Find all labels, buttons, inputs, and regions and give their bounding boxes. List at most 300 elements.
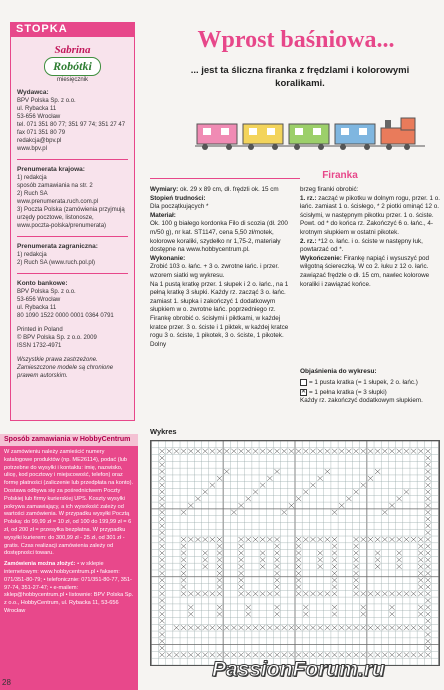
filled-cell [159,564,164,569]
filled-cell [411,537,416,542]
filled-cell [253,537,258,542]
filled-cell [181,652,186,657]
instruction-paragraph [150,220,290,254]
filled-cell [195,496,200,501]
filled-cell [296,449,301,454]
filled-cell [303,591,308,596]
filled-cell [253,490,258,495]
text-line: www.bpv.pl [17,146,47,152]
filled-cell [411,449,416,454]
filled-cell [181,510,186,515]
filled-cell [274,585,279,590]
filled-cell [397,551,402,556]
filled-cell [346,625,351,630]
filled-cell [353,490,358,495]
print-lines [17,326,128,350]
filled-cell [418,537,423,542]
filled-cell [246,612,251,617]
filled-cell [318,564,323,569]
filled-cell [318,537,323,542]
filled-cell [246,591,251,596]
filled-cell [282,449,287,454]
filled-cell [303,625,308,630]
filled-cell [159,496,164,501]
legend-title: Objaśnienia do wykresu: [300,368,377,375]
filled-cell [296,625,301,630]
filled-cell [296,564,301,569]
filled-cell [296,544,301,549]
filled-cell [174,449,179,454]
stopka-box [10,36,135,421]
filled-cell [325,625,330,630]
instruction-paragraph [300,186,444,195]
instruction-paragraph [300,238,444,255]
text-line: tel. 071 351 80 77; 351 97 74; 351 27 47 [17,122,126,128]
filled-cell [274,571,279,576]
filled-cell [425,632,430,637]
filled-cell [217,544,222,549]
foreign-lines [17,251,128,267]
filled-cell [425,503,430,508]
filled-cell [418,605,423,610]
filled-cell [375,591,380,596]
filled-cell [210,537,215,542]
filled-cell [159,469,164,474]
watermark: PassionForum.ru [212,658,385,681]
filled-cell [389,591,394,596]
filled-cell [260,564,265,569]
filled-cell [159,517,164,522]
filled-cell [217,557,222,562]
filled-cell [425,476,430,481]
filled-cell [425,557,430,562]
filled-cell [274,551,279,556]
text-line: BPV Polska Sp. z o.o. [17,289,76,295]
filled-cell [195,652,200,657]
filled-cell [332,544,337,549]
filled-cell [253,625,258,630]
filled-cell [303,612,308,617]
filled-cell [425,449,430,454]
filled-cell [332,551,337,556]
filled-cell [267,476,272,481]
instruction-paragraph [150,195,290,204]
logo-line3: miesięcznik [56,77,88,83]
filled-cell [353,585,358,590]
filled-cell [418,585,423,590]
filled-cell [267,625,272,630]
filled-cell [425,591,430,596]
instruction-text: brzeg firanki obrobić: [300,186,359,193]
filled-cell [246,625,251,630]
filled-cell [239,585,244,590]
instruction-text: Dla początkujących * [150,203,209,211]
filled-cell [181,537,186,542]
filled-cell [404,537,409,542]
filled-cell [167,652,172,657]
filled-cell [404,591,409,596]
filled-cell [217,591,222,596]
filled-cell [425,537,430,542]
filled-cell [224,449,229,454]
filled-cell [296,585,301,590]
filled-cell [195,537,200,542]
filled-cell [296,571,301,576]
filled-cell [217,564,222,569]
filled-cell [425,517,430,522]
filled-cell [397,557,402,562]
filled-cell [310,537,315,542]
filled-cell [375,537,380,542]
filled-cell [239,591,244,596]
filled-cell [425,530,430,535]
instructions-col2 [300,186,444,289]
filled-cell [195,625,200,630]
filled-cell [217,612,222,617]
crochet-chart-grid [150,440,440,666]
filled-cell [181,544,186,549]
filled-cell [159,591,164,596]
filled-cell [296,557,301,562]
filled-cell [188,652,193,657]
text-line: fax 071 351 80 79 [17,130,66,136]
text-line: redakcja@bpv.pl [17,138,62,144]
filled-cell [239,544,244,549]
filled-cell [159,557,164,562]
filled-cell [217,571,222,576]
filled-cell [203,551,208,556]
filled-cell [303,449,308,454]
filled-cell [353,571,358,576]
filled-square-icon: ✕ [301,389,307,396]
filled-cell [274,557,279,562]
filled-cell [224,625,229,630]
article-subtitle: ... jest ta śliczna firanka z frędzlami i kolorowymi koralikami. [190,65,410,89]
filled-cell [296,578,301,583]
filled-cell [260,591,265,596]
filled-cell [382,625,387,630]
logo-line2: Robótki [44,57,101,76]
filled-cell [181,591,186,596]
bank-lines [17,288,128,320]
filled-cell [318,591,323,596]
instruction-paragraph [150,281,290,315]
instruction-paragraph [150,212,290,221]
filled-cell [418,449,423,454]
filled-cell [332,510,337,515]
text-line: 1) redakcja [17,252,47,258]
filled-cell [239,449,244,454]
filled-cell [361,483,366,488]
filled-cell [159,578,164,583]
filled-cell [274,469,279,474]
text-line: © BPV Polska Sp. z o.o. 2009 [17,335,97,341]
filled-cell [159,483,164,488]
filled-cell [425,605,430,610]
filled-cell [418,571,423,576]
filled-cell [346,496,351,501]
filled-cell [425,483,430,488]
filled-cell [425,618,430,623]
filled-cell [353,449,358,454]
filled-cell [318,557,323,562]
filled-cell [210,591,215,596]
filled-cell [195,591,200,596]
filled-cell [260,625,265,630]
publisher-lines [17,97,128,153]
filled-cell [159,612,164,617]
filled-cell [389,605,394,610]
filled-cell [389,537,394,542]
filled-cell [353,564,358,569]
filled-cell [239,537,244,542]
filled-cell [425,462,430,467]
filled-cell [210,449,215,454]
filled-cell [382,510,387,515]
filled-cell [253,449,258,454]
filled-cell [203,557,208,562]
filled-cell [382,449,387,454]
filled-cell [418,612,423,617]
filled-cell [274,449,279,454]
filled-cell [159,462,164,467]
filled-cell [425,571,430,576]
filled-cell [253,591,258,596]
filled-cell [346,449,351,454]
filled-cell [289,625,294,630]
filled-cell [181,571,186,576]
filled-cell [296,537,301,542]
filled-cell [303,605,308,610]
filled-cell [188,625,193,630]
filled-cell [274,605,279,610]
filled-cell [239,578,244,583]
filled-cell [296,496,301,501]
instruction-text: Firankę napiąć i wysuszyć pod wilgotną ściereczką. W co 2. łuku z 12 o. łańc. zawiązać frędzle o dł. 15 cm, nawlec kolorowe koraliki i zawiązać końce. [300,254,430,288]
filled-cell [159,585,164,590]
filled-cell [425,551,430,556]
filled-cell [353,551,358,556]
filled-cell [217,578,222,583]
filled-cell [353,591,358,596]
text-line: 53-656 Wrocław [17,114,61,120]
filled-cell [332,605,337,610]
filled-cell [159,551,164,556]
filled-cell [332,449,337,454]
order-methods-label: Zamówienia można złożyć: [4,561,76,568]
text-line: 2) Ruch SA (www.ruch.pol.pl) [17,260,96,266]
filled-cell [159,537,164,542]
filled-cell [274,578,279,583]
filled-cell [174,625,179,630]
filled-cell [397,496,402,501]
publisher-heading: Wydawca: [17,89,49,96]
filled-cell [181,585,186,590]
text-line: ISSN 1732-4971 [17,343,62,349]
filled-cell [368,449,373,454]
filled-cell [368,537,373,542]
filled-cell [310,625,315,630]
filled-cell [397,537,402,542]
filled-cell [425,564,430,569]
filled-cell [418,625,423,630]
text-line: 3) Poczta Polska (zamówienia przyjmują urzędy pocztowe, listonosze, www.poczta-polska/prenumerata) [17,207,125,229]
instruction-paragraph [300,255,444,289]
instruction-paragraph [150,263,290,280]
filled-cell [159,632,164,637]
filled-cell [310,483,315,488]
filled-cell [310,449,315,454]
filled-cell [397,449,402,454]
rights-note: Wszystkie prawa zastrzeżone. Zamieszczone modele są chronione prawem autorskim. [17,357,114,379]
filled-cell [325,449,330,454]
filled-cell [361,612,366,617]
filled-cell [325,469,330,474]
filled-cell [159,639,164,644]
filled-cell [425,625,430,630]
filled-cell [404,625,409,630]
magazine-logo [23,44,123,83]
filled-cell [203,490,208,495]
order-heading: Sposób zamawiania w HobbyCentrum [0,434,138,446]
filled-cell [203,625,208,630]
filled-cell [267,591,272,596]
filled-cell [203,449,208,454]
filled-cell [361,591,366,596]
filled-cell [332,591,337,596]
filled-cell [289,449,294,454]
locomotive [381,118,415,150]
filled-cell [425,585,430,590]
filled-cell [195,449,200,454]
page-number: 28 [2,678,11,687]
filled-cell [282,625,287,630]
filled-cell [296,591,301,596]
filled-cell [188,503,193,508]
filled-cell [397,625,402,630]
filled-cell [159,530,164,535]
filled-cell [361,625,366,630]
filled-cell [353,537,358,542]
section-title: Firanka [300,170,380,181]
filled-cell [159,503,164,508]
bank-heading: Konto bankowe: [17,280,68,287]
filled-cell [217,551,222,556]
instruction-text: ok. 29 x 89 cm, dł. frędzli ok. 15 cm [178,186,279,193]
filled-cell [425,496,430,501]
instruction-text: Ok. 100 g białego kordonka Filo di scozia (dł. 200 m/50 g), nr kat. ST1147, cena 5,50 zł/motek, kolorowe koraliki, szydełko nr 1,75-2, materiały dostępne na www.hobbycentrum.pl. [150,220,288,254]
filled-cell [425,490,430,495]
chart-label: Wykres [150,427,177,436]
filled-cell [332,537,337,542]
filled-cell [159,625,164,630]
filled-cell [188,612,193,617]
publisher-section [17,89,128,380]
filled-cell [318,551,323,556]
filled-cell [260,537,265,542]
filled-cell [260,449,265,454]
text-line: ul. Rybacka 11 [17,106,57,112]
filled-cell [375,557,380,562]
filled-cell [159,456,164,461]
instruction-paragraph [150,203,290,212]
filled-cell [159,618,164,623]
legend-full-row [300,389,444,397]
filled-cell [239,571,244,576]
filled-cell [425,523,430,528]
text-line: www.prenumerata.ruch.com.pl [17,199,99,205]
filled-cell [332,612,337,617]
filled-cell [217,585,222,590]
instruction-label: 2. rz.: [300,237,317,245]
filled-cell [382,591,387,596]
filled-cell [181,557,186,562]
filled-cell [159,544,164,549]
filled-cell [404,490,409,495]
filled-cell [425,544,430,549]
legend-note: Każdy rz. zakończyć dodatkowym słupkiem. [300,396,423,404]
instruction-text: Zrobić 103 o. łańc. + 3 o. zwrotne łańc. i przer. wzorem siatki wg wykresu. [150,263,279,279]
domestic-lines [17,174,128,230]
legend-empty-text: = 1 pusta kratka (= 1 słupek, 2 o. łańc.) [309,378,418,386]
filled-cell [159,571,164,576]
filled-cell [339,449,344,454]
filled-cell [325,591,330,596]
instruction-paragraph [150,315,290,349]
filled-cell [188,591,193,596]
filled-cell [310,591,315,596]
filled-cell [382,537,387,542]
filled-cell [260,557,265,562]
filled-cell [224,469,229,474]
filled-cell [239,551,244,556]
filled-cell [203,591,208,596]
filled-cell [339,625,344,630]
filled-cell [159,523,164,528]
filled-cell [267,537,272,542]
filled-cell [418,544,423,549]
instructions-col1 [150,186,290,349]
filled-cell [397,591,402,596]
filled-cell [318,449,323,454]
filled-cell [418,564,423,569]
filled-cell [361,449,366,454]
instruction-text: Na 1 pustą kratkę przer. 1 słupek i 2 o. łańc., na 1 pełną kratkę 3 słupki. Każdy rz. zacząć 3 o. łańc. zamiast 1. słupka i zakończyć 1 dodatkowym słupkiem w o. zwrotne łańc. poprzedniego rz. [150,280,289,314]
filled-cell [411,591,416,596]
filled-cell [332,571,337,576]
text-line: ul. Rybacka 11 [17,305,57,311]
text-line: Printed in Poland [17,327,63,333]
filled-cell [389,625,394,630]
filled-cell [353,578,358,583]
filled-cell [339,503,344,508]
filled-cell [159,605,164,610]
empty-square-icon [300,379,307,386]
filled-cell [210,483,215,488]
filled-cell [188,449,193,454]
filled-cell [332,585,337,590]
filled-cell [246,496,251,501]
filled-cell [239,564,244,569]
stopka-heading: STOPKA [10,22,135,36]
filled-cell [181,551,186,556]
filled-cell [368,591,373,596]
instruction-label: Stopień trudności: [150,194,206,202]
logo-line1: Sabrina [54,44,91,56]
filled-cell [425,510,430,515]
filled-cell [181,564,186,569]
instruction-label: 1. rz.: [300,194,317,202]
